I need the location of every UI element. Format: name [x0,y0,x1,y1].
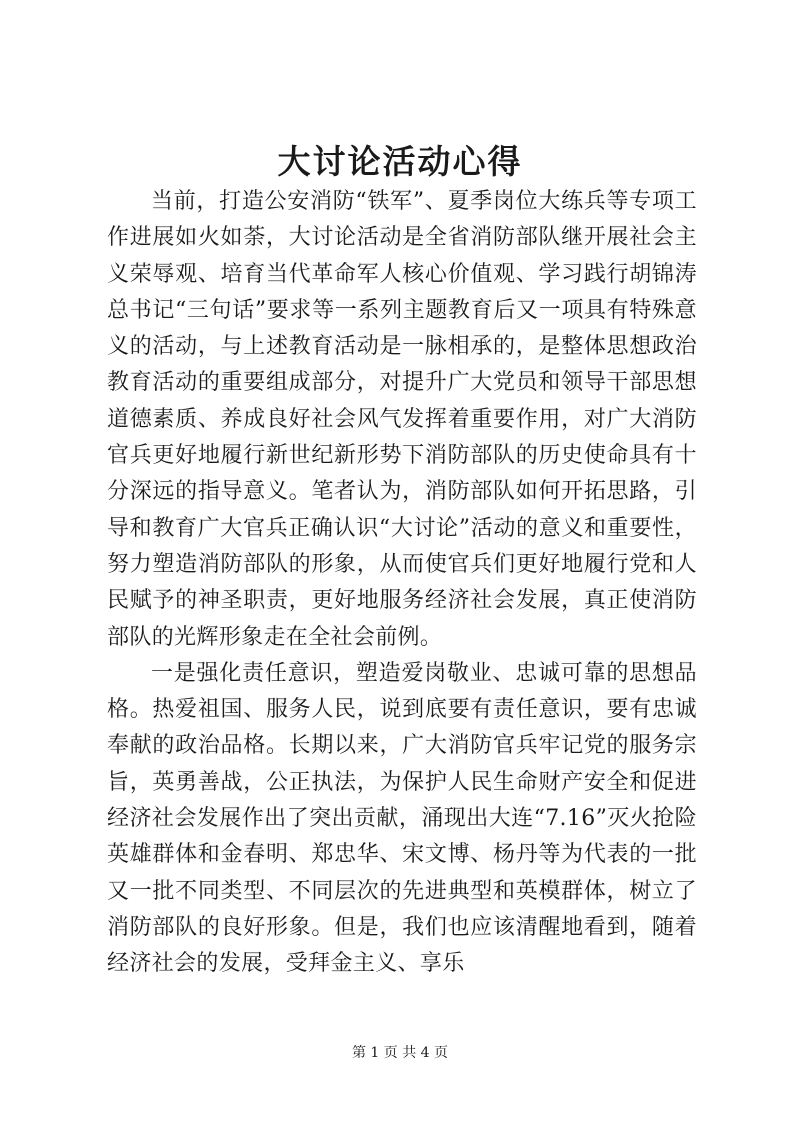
document-body [107,184,697,983]
page-footer: 第 1 页 共 4 页 [351,1045,449,1061]
document-title: 大讨论活动心得 [277,142,523,181]
paragraph-intro: 当前，打造公安消防“铁军”、夏季岗位大练兵等专项工作进展如火如荼，大讨论活动是全省消防部队继开展社会主义荣辱观、培育当代革命军人核心价值观、学习践行胡锦涛总书记“三句话”要求等一系列主题教育后又一项具有特殊意义的活动，与上述教育活动是一脉相承的，是整体思想政治教育活动的重要组成部分，对提升广大党员和领导干部思想道德素质、养成良好社会风气发挥着重要作用，对广大消防官兵更好地履行新世纪新形势下消防部队的历史使命具有十分深远的指导意义。笔者认为，消防部队如何开拓思路，引导和教育广大官兵正确认识“大讨论”活动的意义和重要性，努力塑造消防部队的形象，从而使官兵们更好地履行党和人民赋予的神圣职责，更好地服务经济社会发展，真正使消防部队的光辉形象走在全社会前例。 [107,189,697,650]
paragraph-responsibility: 一是强化责任意识，塑造爱岗敬业、忠诚可靠的思想品格。热爱祖国、服务人民，说到底要有责任意识，要有忠诚奉献的政治品格。长期以来，广大消防官兵牢记党的服务宗旨，英勇善战，公正执法，为保护人民生命财产安全和促进经济社会发展作出了突出贡献，涌现出大连“7.16”灭火抢险英雄群体和金春明、郑忠华、宋文博、杨丹等为代表的一批又一批不同类型、不同层次的先进典型和英模群体，树立了消防部队的良好形象。但是，我们也应该清醒地看到，随着经济社会的发展，受拜金主义、享乐 [107,660,697,977]
